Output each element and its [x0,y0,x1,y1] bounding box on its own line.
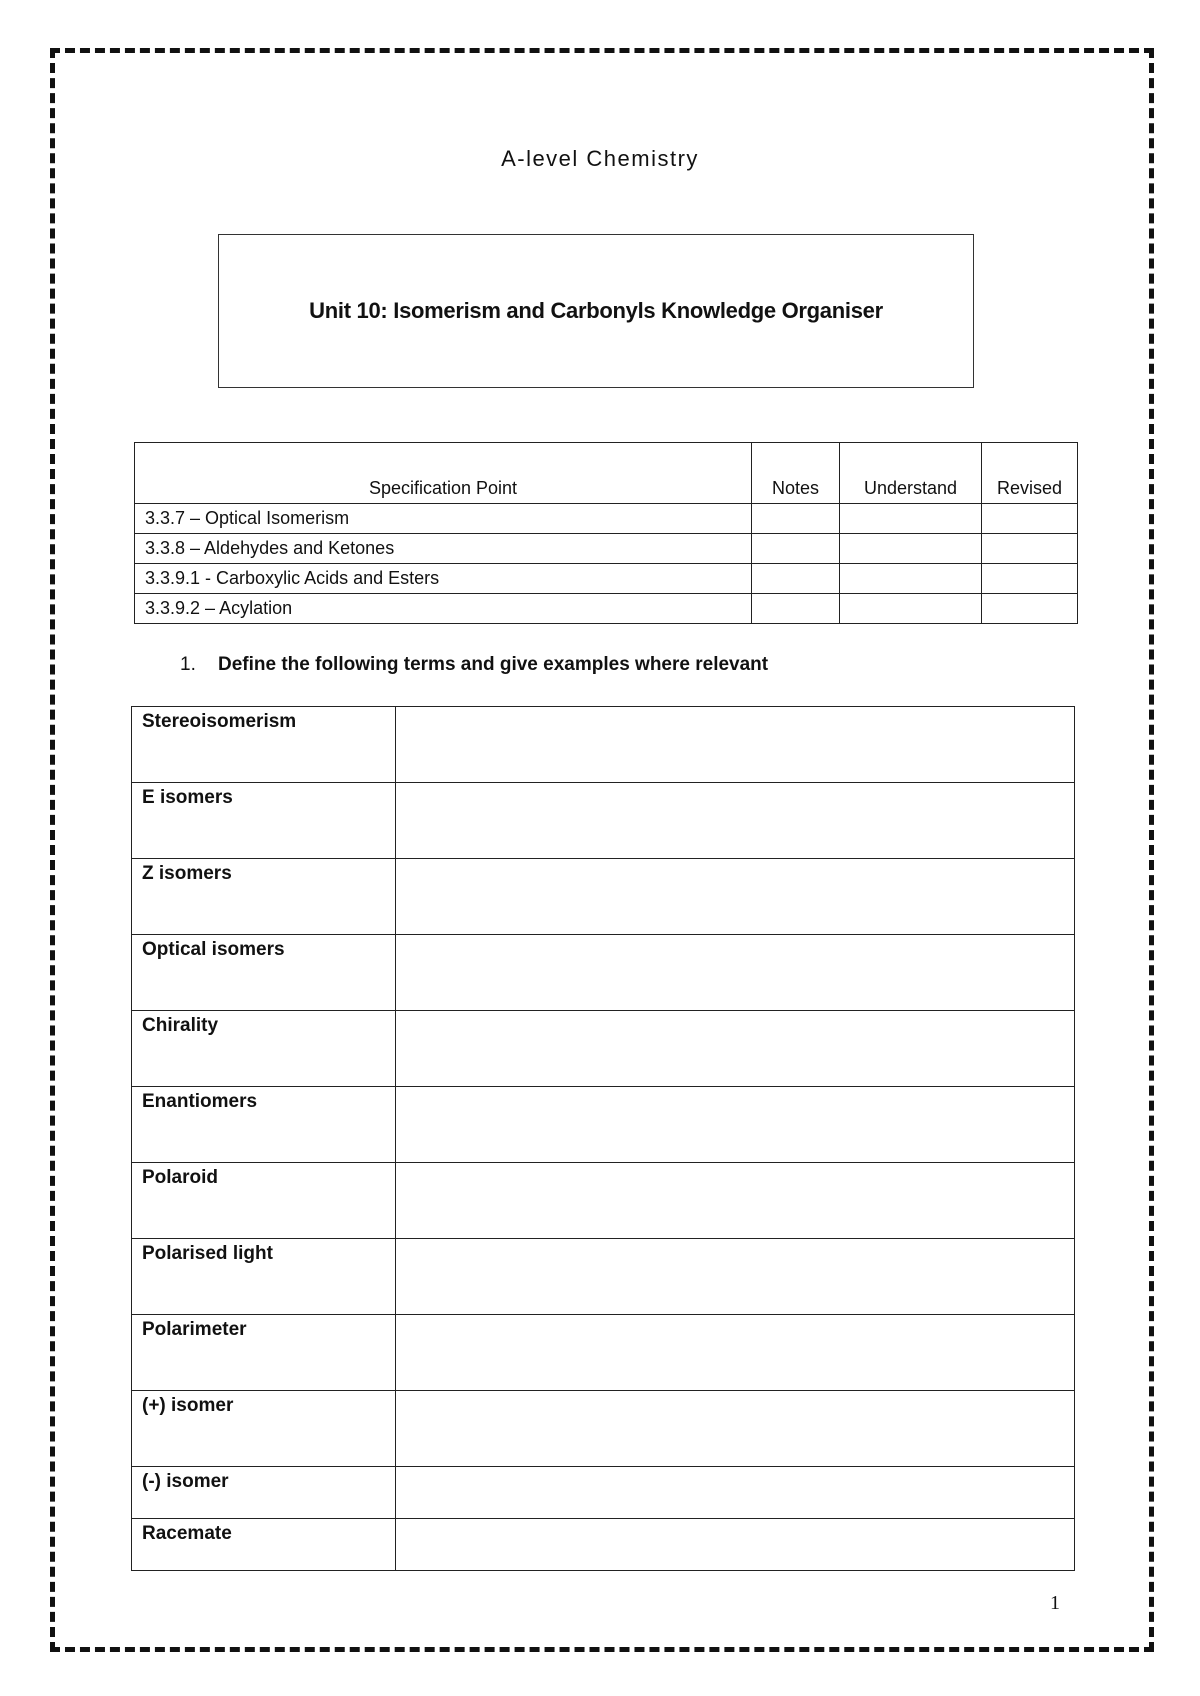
term-row [132,1011,1075,1087]
term-row [132,1391,1075,1467]
question-1 [180,654,768,676]
document-heading: A-level Chemistry [501,146,699,171]
term-row [132,707,1075,783]
definition-field[interactable] [396,1315,1075,1391]
term-label: Chirality [132,1011,396,1087]
spec-header-understand: Understand [840,443,982,504]
specification-table [134,442,1078,624]
definition-field[interactable] [396,1163,1075,1239]
term-row [132,783,1075,859]
revised-checkbox-cell[interactable] [982,504,1078,534]
term-label: Optical isomers [132,935,396,1011]
question-number: 1. [180,654,196,675]
understand-checkbox-cell[interactable] [840,594,982,624]
spec-row [135,564,1078,594]
spec-header-revised: Revised [982,443,1078,504]
notes-checkbox-cell[interactable] [752,564,840,594]
term-label: E isomers [132,783,396,859]
term-label: Racemate [132,1519,396,1571]
term-label: Stereoisomerism [132,707,396,783]
spec-header-point: Specification Point [135,443,752,504]
definition-field[interactable] [396,859,1075,935]
title-box [218,234,974,388]
term-label: Polaroid [132,1163,396,1239]
term-label: (+) isomer [132,1391,396,1467]
spec-point-cell: 3.3.9.2 – Acylation [135,594,752,624]
page-number: 1 [1050,1592,1060,1614]
revised-checkbox-cell[interactable] [982,534,1078,564]
term-label: (-) isomer [132,1467,396,1519]
notes-checkbox-cell[interactable] [752,534,840,564]
term-row [132,1239,1075,1315]
revised-checkbox-cell[interactable] [982,594,1078,624]
definition-field[interactable] [396,783,1075,859]
definition-field[interactable] [396,1087,1075,1163]
understand-checkbox-cell[interactable] [840,504,982,534]
definition-field[interactable] [396,1239,1075,1315]
term-row [132,1087,1075,1163]
understand-checkbox-cell[interactable] [840,534,982,564]
term-label: Polarised light [132,1239,396,1315]
spec-row [135,504,1078,534]
revised-checkbox-cell[interactable] [982,564,1078,594]
document-title: Unit 10: Isomerism and Carbonyls Knowledge Organiser [309,298,883,323]
term-row [132,1467,1075,1519]
term-label: Enantiomers [132,1087,396,1163]
spec-point-cell: 3.3.7 – Optical Isomerism [135,504,752,534]
definition-field[interactable] [396,707,1075,783]
spec-point-cell: 3.3.9.1 - Carboxylic Acids and Esters [135,564,752,594]
question-text: Define the following terms and give examples where relevant [218,654,769,675]
definition-field[interactable] [396,1011,1075,1087]
definition-field[interactable] [396,1391,1075,1467]
spec-row [135,594,1078,624]
definition-field[interactable] [396,935,1075,1011]
term-label: Polarimeter [132,1315,396,1391]
term-row [132,935,1075,1011]
spec-row [135,534,1078,564]
spec-point-cell: 3.3.8 – Aldehydes and Ketones [135,534,752,564]
definition-field[interactable] [396,1467,1075,1519]
definition-field[interactable] [396,1519,1075,1571]
term-row [132,1519,1075,1571]
spec-header-row [135,443,1078,504]
notes-checkbox-cell[interactable] [752,504,840,534]
notes-checkbox-cell[interactable] [752,594,840,624]
term-label: Z isomers [132,859,396,935]
term-row [132,859,1075,935]
term-row [132,1315,1075,1391]
terms-table [131,706,1075,1571]
understand-checkbox-cell[interactable] [840,564,982,594]
spec-header-notes: Notes [752,443,840,504]
term-row [132,1163,1075,1239]
